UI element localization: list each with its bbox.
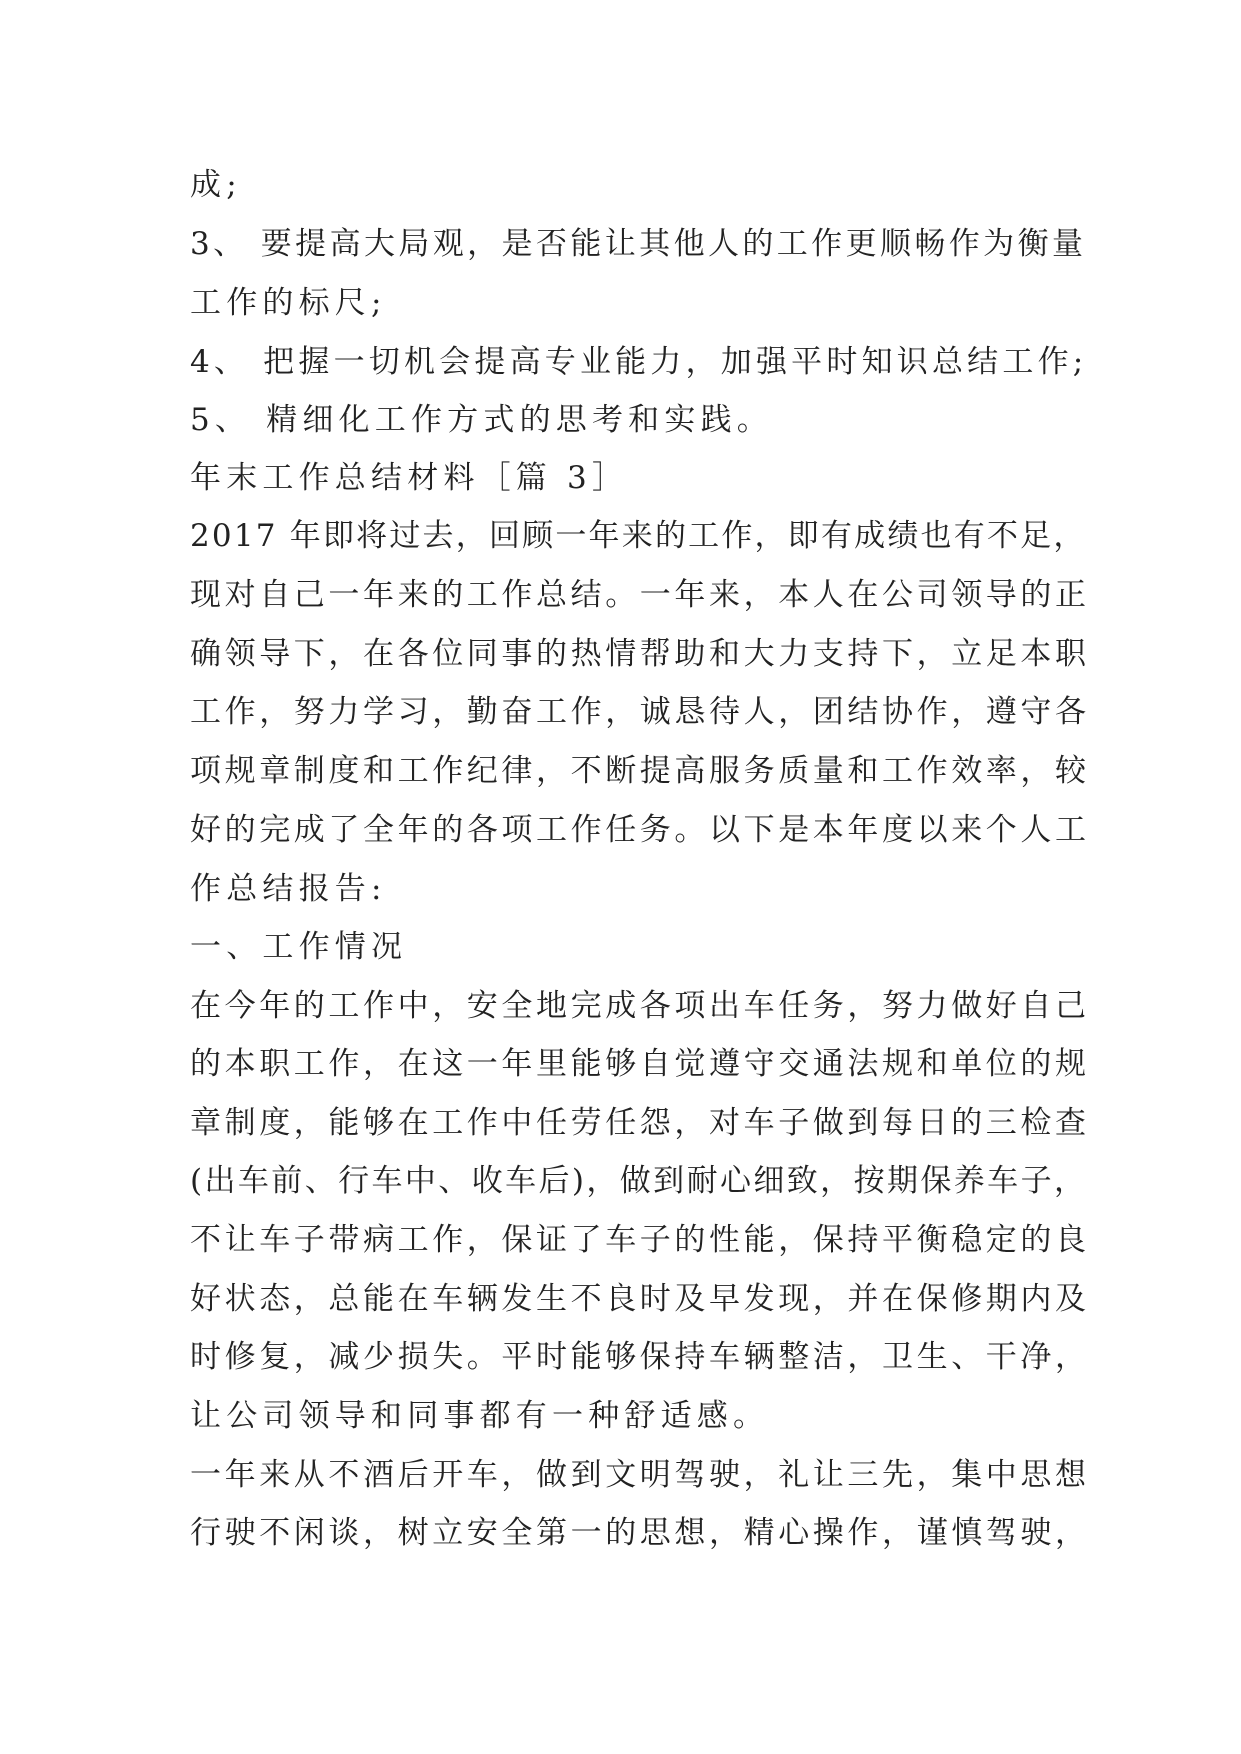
section-title: 年末工作总结材料［篇 3］ xyxy=(190,460,629,496)
text-line: 好的完成了全年的各项工作任务。以下是本年度以来个人工 xyxy=(190,812,1090,848)
text-line: 项规章制度和工作纪律，不断提高服务质量和工作效率，较 xyxy=(190,753,1090,789)
text-line: 不让车子带病工作，保证了车子的性能，保持平衡稳定的良 xyxy=(190,1222,1090,1258)
text-line: 工作，努力学习，勤奋工作，诚恳待人，团结协作，遵守各 xyxy=(190,694,1090,730)
text-line: 的本职工作，在这一年里能够自觉遵守交通法规和单位的规 xyxy=(190,1046,1090,1082)
text-line: 好状态，总能在车辆发生不良时及早发现，并在保修期内及 xyxy=(190,1281,1090,1317)
text-line: 成; xyxy=(190,167,242,203)
text-line: (出车前、行车中、收车后)，做到耐心细致，按期保养车子， xyxy=(190,1163,1088,1199)
text-line: 2017 年即将过去，回顾一年来的工作，即有成绩也有不足， xyxy=(190,518,1087,554)
text-line: 时修复，减少损失。平时能够保持车辆整洁，卫生、干净， xyxy=(190,1339,1090,1375)
text-line: 工作的标尺; xyxy=(190,285,387,321)
text-line: 现对自己一年来的工作总结。一年来，本人在公司领导的正 xyxy=(190,577,1090,613)
text-line: 行驶不闲谈，树立安全第一的思想，精心操作，谨慎驾驶， xyxy=(190,1515,1090,1551)
text-line: 一年来从不酒后开车，做到文明驾驶，礼让三先，集中思想 xyxy=(190,1457,1090,1493)
subsection-heading: 一、工作情况 xyxy=(190,929,408,965)
list-item-3: 3、 要提高大局观，是否能让其他人的工作更顺畅作为衡量 xyxy=(190,226,1087,262)
text-line: 作总结报告: xyxy=(190,871,387,907)
text-line: 在今年的工作中，安全地完成各项出车任务，努力做好自己 xyxy=(190,988,1090,1024)
text-line: 确领导下，在各位同事的热情帮助和大力支持下，立足本职 xyxy=(190,636,1090,672)
list-item-5: 5、 精细化工作方式的思考和实践。 xyxy=(190,402,773,438)
text-line: 让公司领导和同事都有一种舒适感。 xyxy=(190,1398,770,1434)
text-line: 章制度，能够在工作中任劳任怨，对车子做到每日的三检查 xyxy=(190,1105,1090,1141)
list-item-4: 4、 把握一切机会提高专业能力，加强平时知识总结工作; xyxy=(190,344,1088,380)
